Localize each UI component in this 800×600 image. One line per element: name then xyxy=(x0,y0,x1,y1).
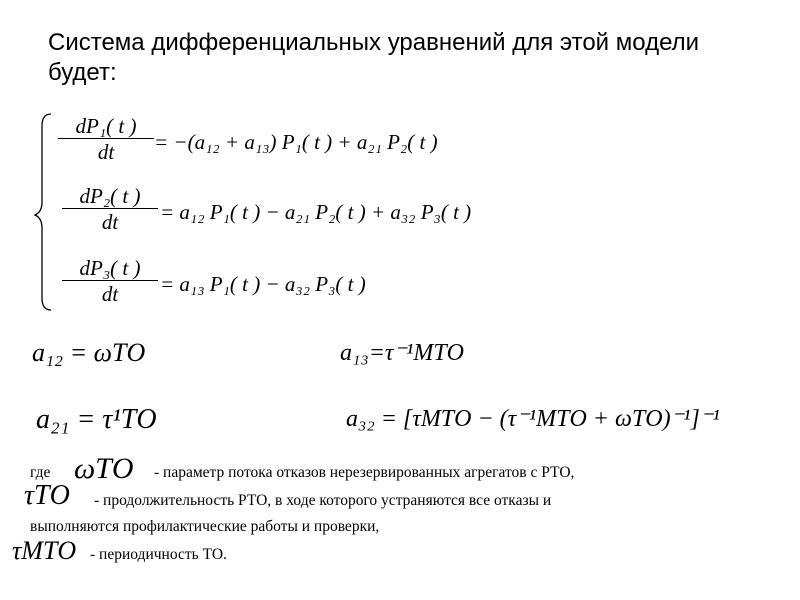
equation-1-denominator: dt xyxy=(97,140,115,164)
equation-3-rhs: = a₁₃ P₁( t ) − a₃₂ P₃( t ) xyxy=(160,272,366,296)
equation-2-denominator: dt xyxy=(101,210,119,234)
equation-3-numerator: dP₃( t ) xyxy=(79,256,141,280)
equation-2-numerator: dP₂( t ) xyxy=(79,184,141,208)
equation-1-rhs: = −(a₁₂ + a₁₃) P₁( t ) + a₂₁ P₂( t ) xyxy=(154,130,438,154)
tau-mto-symbol: τМТО xyxy=(12,536,77,565)
equation-2-rhs: = a₁₂ P₁( t ) − a₂₁ P₂( t ) + a₃₂ P₃( t ) xyxy=(160,200,472,224)
equation-3-denominator: dt xyxy=(101,282,119,306)
equation-1-fraction xyxy=(58,114,154,165)
tau-to-description: - продолжительность РТО, в ходе которого устраняются все отказы и xyxy=(94,492,552,509)
tau-to-symbol: τТО xyxy=(24,480,70,511)
equation-2-fraction xyxy=(62,184,158,235)
tau-mto-description: - периодичность ТО. xyxy=(90,546,227,563)
tau-to-description-continued: выполняются профилактические работы и проверки, xyxy=(30,518,380,535)
omega-to-description: - параметр потока отказов нерезервированных агрегатов с РТО, xyxy=(154,464,575,481)
omega-to-symbol: ωТО xyxy=(74,452,134,485)
legend-where: где xyxy=(30,464,51,481)
definition-a32: a₃₂ = [τМТО − (τ⁻¹МТО + ωТО)⁻¹]⁻¹ xyxy=(346,406,720,432)
equation-3-fraction xyxy=(62,256,158,307)
equation-1-numerator: dP₁( t ) xyxy=(75,114,137,138)
definition-a13: a₁₃=τ⁻¹МТО xyxy=(340,340,465,366)
definition-a21: a₂₁ = τ¹ТО xyxy=(36,404,157,435)
system-brace xyxy=(34,112,54,312)
page-title: Система дифференциальных уравнений для этой модели будет: xyxy=(48,29,700,86)
definition-a12: a₁₂ = ωТО xyxy=(32,338,146,367)
